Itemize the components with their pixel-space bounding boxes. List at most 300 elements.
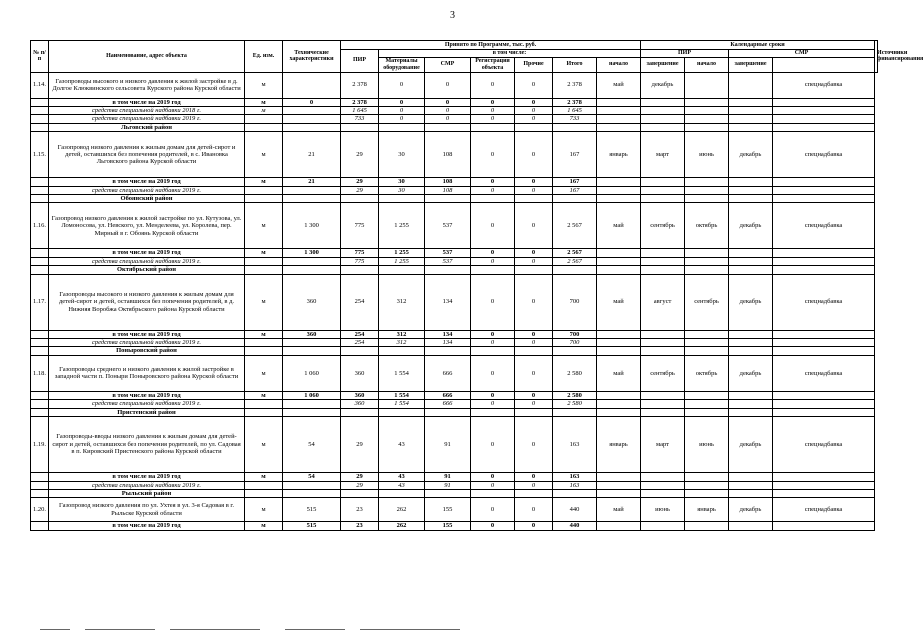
cell-end-pir [641,107,685,115]
cell-end-smr [729,98,773,106]
cell-other: 0 [515,249,553,257]
empty-cell [341,347,379,355]
cell-unit: м [245,417,283,473]
cell-smr: 666 [425,355,471,391]
cell-total: 2 580 [553,400,597,408]
cell-start-smr [685,330,729,338]
cell-registration: 0 [471,186,515,194]
cell-source: спецнадбавка [773,203,875,249]
cell-materials: 1 255 [379,249,425,257]
empty-cell [425,195,471,203]
cell-num [31,195,49,203]
cell-total: 700 [553,274,597,330]
cell-num [31,107,49,115]
cell-tech [283,481,341,489]
year-total-row [31,98,878,106]
empty-cell [515,123,553,131]
empty-cell [515,195,553,203]
empty-cell [729,123,773,131]
cell-end-pir [641,257,685,265]
cell-smr: 666 [425,400,471,408]
cell-source [773,391,875,399]
cell-num [31,339,49,347]
object-row [31,355,878,391]
district-name: Октябрьский район [49,266,245,274]
cell-registration: 0 [471,274,515,330]
cell-materials: 30 [379,178,425,186]
empty-cell [515,408,553,416]
cell-other: 0 [515,330,553,338]
cell-end-pir: март [641,417,685,473]
cell-pir: 254 [341,330,379,338]
cell-num [31,249,49,257]
funding-source-row [31,107,878,115]
cell-registration: 0 [471,391,515,399]
year-total-row [31,473,878,481]
empty-cell [685,347,729,355]
cell-tech [283,257,341,265]
col-source: Источники финансирования [875,41,878,73]
cell-unit: м [245,98,283,106]
cell-tech [283,339,341,347]
cell-unit: м [245,274,283,330]
col-schedule: Календарные сроки [641,41,875,50]
scan-artifact-marks [40,629,460,632]
empty-cell [641,123,685,131]
cell-name: в том числе на 2019 год [49,330,245,338]
empty-cell [425,347,471,355]
cell-source: спецнадбавка [773,132,875,178]
empty-cell [245,123,283,131]
district-row [31,123,878,131]
empty-cell [283,408,341,416]
cell-pir: 254 [341,339,379,347]
cell-pir: 2 378 [341,72,379,98]
col-smr: СМР [425,58,471,73]
table-header [31,41,923,73]
cell-name: средства специальной надбавки 2019 г. [49,186,245,194]
cell-num [31,98,49,106]
object-row [31,72,878,98]
cell-tech: 54 [283,417,341,473]
cell-name: в том числе на 2019 год [49,473,245,481]
cell-tech: 1 060 [283,391,341,399]
cell-unit: м [245,132,283,178]
cell-materials: 0 [379,107,425,115]
cell-total: 700 [553,330,597,338]
cell-end-smr [729,107,773,115]
cell-source: спецнадбавка [773,274,875,330]
cell-registration: 0 [471,400,515,408]
cell-num [31,473,49,481]
object-row [31,417,878,473]
col-other: Прочие [515,58,553,73]
cell-registration: 0 [471,330,515,338]
cell-unit: м [245,522,283,530]
district-name: Пристенский район [49,408,245,416]
funding-source-row [31,339,878,347]
empty-cell [553,123,597,131]
cell-name: Газопроводы-вводы низкого давления к жилым домам для детей-сирот и детей, оставшихся без попечения родителей, по ул. Садовая в п. Кировский Пристенского района Курской области [49,417,245,473]
cell-num [31,522,49,530]
cell-num: 1.14. [31,72,49,98]
cell-registration: 0 [471,355,515,391]
cell-end-pir [641,178,685,186]
empty-cell [341,266,379,274]
col-sched-smr: СМР [729,50,875,58]
cell-name: средства специальной надбавки 2019 г. [49,339,245,347]
cell-materials: 30 [379,132,425,178]
cell-total: 2 378 [553,98,597,106]
cell-other: 0 [515,107,553,115]
cell-start-pir [597,473,641,481]
empty-cell [641,195,685,203]
cell-pir: 29 [341,473,379,481]
cell-end-pir [641,186,685,194]
cell-start-smr: октябрь [685,203,729,249]
col-materials: Материалы оборудование [379,58,425,73]
cell-source [773,178,875,186]
empty-cell [379,195,425,203]
district-row [31,408,878,416]
cell-pir: 775 [341,249,379,257]
empty-cell [341,123,379,131]
cell-other: 0 [515,274,553,330]
cell-unit: м [245,355,283,391]
cell-materials: 1 255 [379,203,425,249]
cell-smr: 537 [425,249,471,257]
cell-total: 167 [553,186,597,194]
empty-cell [729,489,773,497]
cell-tech: 1 300 [283,249,341,257]
cell-tech: 515 [283,498,341,522]
cell-registration: 0 [471,339,515,347]
cell-end-smr: декабрь [729,355,773,391]
cell-other: 0 [515,115,553,123]
cell-tech: 1 300 [283,203,341,249]
funding-source-row [31,115,878,123]
cell-pir: 775 [341,203,379,249]
cell-name: средства специальной надбавки 2018 г. [49,107,245,115]
funding-source-row [31,257,878,265]
cell-pir: 29 [341,178,379,186]
program-table [30,40,923,531]
empty-cell [685,408,729,416]
empty-cell [773,408,875,416]
district-name: Льговский район [49,123,245,131]
empty-cell [553,408,597,416]
cell-unit: м [245,330,283,338]
object-row [31,498,878,522]
cell-name: средства специальной надбавки 2019 г. [49,481,245,489]
cell-end-pir [641,473,685,481]
object-row [31,203,878,249]
cell-total: 163 [553,481,597,489]
cell-num [31,178,49,186]
cell-other: 0 [515,522,553,530]
empty-cell [773,123,875,131]
cell-num: 1.18. [31,355,49,391]
col-start-smr: начало [685,58,729,73]
cell-num [31,391,49,399]
cell-start-pir [597,186,641,194]
district-name: Рыльский район [49,489,245,497]
empty-cell [379,123,425,131]
empty-cell [773,195,875,203]
cell-other: 0 [515,98,553,106]
funding-source-row [31,481,878,489]
empty-cell [553,195,597,203]
cell-materials: 312 [379,330,425,338]
cell-num [31,408,49,416]
cell-end-smr [729,481,773,489]
cell-unit: м [245,178,283,186]
cell-source: спецнадбавка [773,417,875,473]
empty-cell [425,408,471,416]
cell-tech [283,186,341,194]
cell-num: 1.16. [31,203,49,249]
cell-total: 163 [553,473,597,481]
empty-cell [471,489,515,497]
cell-registration: 0 [471,473,515,481]
cell-tech [283,115,341,123]
cell-tech: 1 060 [283,355,341,391]
district-name: Обоянский район [49,195,245,203]
cell-end-smr: декабрь [729,498,773,522]
cell-tech: 54 [283,473,341,481]
cell-total: 440 [553,498,597,522]
cell-source [773,330,875,338]
cell-other: 0 [515,186,553,194]
cell-start-smr: октябрь [685,355,729,391]
district-row [31,347,878,355]
district-row [31,266,878,274]
empty-cell [471,266,515,274]
cell-tech: 0 [283,98,341,106]
cell-smr: 537 [425,203,471,249]
cell-total: 167 [553,132,597,178]
table-body [31,72,878,530]
cell-smr: 155 [425,498,471,522]
cell-name: средства специальной надбавки 2019 г. [49,257,245,265]
cell-unit: м [245,72,283,98]
cell-materials: 312 [379,274,425,330]
cell-num [31,489,49,497]
cell-registration: 0 [471,115,515,123]
cell-end-pir [641,400,685,408]
cell-source [773,257,875,265]
cell-registration: 0 [471,178,515,186]
cell-smr: 666 [425,391,471,399]
cell-start-smr: июнь [685,132,729,178]
cell-start-smr [685,178,729,186]
cell-start-pir [597,98,641,106]
cell-start-smr: июнь [685,417,729,473]
cell-start-pir: май [597,498,641,522]
cell-unit: м [245,249,283,257]
cell-start-smr [685,98,729,106]
cell-smr: 0 [425,72,471,98]
empty-cell [641,489,685,497]
col-accepted: Принято по Программе, тыс. руб. [341,41,641,50]
cell-smr: 134 [425,274,471,330]
empty-cell [515,489,553,497]
cell-materials: 262 [379,522,425,530]
empty-cell [729,347,773,355]
cell-registration: 0 [471,257,515,265]
cell-tech [283,400,341,408]
cell-start-pir [597,481,641,489]
cell-num [31,257,49,265]
cell-start-smr [685,400,729,408]
empty-cell [379,489,425,497]
page-number: 3 [450,10,455,21]
cell-other: 0 [515,203,553,249]
cell-end-pir: август [641,274,685,330]
cell-total: 440 [553,522,597,530]
empty-cell [773,266,875,274]
cell-total: 700 [553,339,597,347]
empty-cell [685,195,729,203]
cell-num: 1.17. [31,274,49,330]
cell-name: средства специальной надбавки 2019 г. [49,115,245,123]
cell-smr: 108 [425,178,471,186]
year-total-row [31,522,878,530]
cell-start-pir: май [597,355,641,391]
cell-unit: м [245,391,283,399]
cell-end-smr [729,400,773,408]
cell-other: 0 [515,257,553,265]
cell-start-pir: май [597,274,641,330]
col-total: Итого [553,58,597,73]
district-name: Поныровский район [49,347,245,355]
cell-end-pir: декабрь [641,72,685,98]
cell-name: в том числе на 2019 год [49,249,245,257]
cell-total: 1 645 [553,107,597,115]
cell-other: 0 [515,72,553,98]
col-start-pir: начало [597,58,641,73]
empty-cell [471,195,515,203]
cell-other: 0 [515,400,553,408]
cell-unit: м [245,498,283,522]
year-total-row [31,249,878,257]
cell-total: 163 [553,417,597,473]
cell-smr: 537 [425,257,471,265]
cell-tech [283,107,341,115]
empty-cell [471,123,515,131]
cell-start-pir: январь [597,417,641,473]
cell-materials: 262 [379,498,425,522]
cell-source [773,186,875,194]
empty-cell [341,489,379,497]
cell-name: Газопроводы высокого и низкого давления к жилым домам для детей-сирот и детей, оставшихся без попечения родителей, в д. Нижняя Воробжа Октябрьского района Курской области [49,274,245,330]
cell-num [31,123,49,131]
cell-source [773,473,875,481]
cell-registration: 0 [471,132,515,178]
cell-end-pir [641,391,685,399]
cell-name: Газопровод низкого давления по ул. Ухтея в ул. 3-я Садовая в г. Рыльске Курской области [49,498,245,522]
cell-total: 733 [553,115,597,123]
cell-name: Газопровод низкого давления к жилой застройке по ул. Кутузова, ул. Ломоносова, ул. Невского, ул. Менделеева, ул. Королева, пер. Мирный в г. Обоянь Курской области [49,203,245,249]
cell-name: средства специальной надбавки 2019 г. [49,400,245,408]
cell-start-smr [685,72,729,98]
funding-source-row [31,400,878,408]
empty-cell [597,195,641,203]
cell-other: 0 [515,481,553,489]
cell-num [31,266,49,274]
empty-cell [597,123,641,131]
cell-materials: 312 [379,339,425,347]
cell-smr: 91 [425,417,471,473]
empty-cell [641,408,685,416]
cell-materials: 0 [379,115,425,123]
cell-registration: 0 [471,481,515,489]
cell-end-smr [729,391,773,399]
cell-end-pir [641,249,685,257]
cell-end-smr [729,72,773,98]
cell-start-smr [685,391,729,399]
cell-end-pir [641,339,685,347]
empty-cell [341,408,379,416]
empty-cell [553,489,597,497]
cell-registration: 0 [471,107,515,115]
cell-num: 1.20. [31,498,49,522]
empty-cell [641,266,685,274]
cell-name: в том числе на 2019 год [49,178,245,186]
cell-smr: 0 [425,115,471,123]
empty-cell [515,266,553,274]
cell-registration: 0 [471,72,515,98]
cell-start-pir [597,522,641,530]
cell-start-smr [685,115,729,123]
cell-unit [245,481,283,489]
cell-tech: 360 [283,274,341,330]
cell-end-pir: март [641,132,685,178]
cell-pir: 254 [341,274,379,330]
cell-smr: 155 [425,522,471,530]
empty-cell [245,408,283,416]
cell-end-smr [729,186,773,194]
cell-start-pir [597,257,641,265]
cell-other: 0 [515,355,553,391]
empty-cell [283,123,341,131]
cell-end-pir [641,98,685,106]
cell-registration: 0 [471,203,515,249]
cell-pir: 29 [341,186,379,194]
cell-other: 0 [515,498,553,522]
cell-end-pir: июнь [641,498,685,522]
cell-pir: 23 [341,498,379,522]
cell-name: Газопроводы высокого и низкого давления к жилой застройке в д. Долгое Клюквинского сельсовета Курского района Курской области [49,72,245,98]
cell-source: спецнадбавка [773,355,875,391]
cell-start-pir: январь [597,132,641,178]
cell-pir: 360 [341,355,379,391]
cell-end-smr [729,522,773,530]
empty-cell [641,347,685,355]
cell-tech: 515 [283,522,341,530]
cell-registration: 0 [471,98,515,106]
cell-num: 1.15. [31,132,49,178]
empty-cell [597,489,641,497]
cell-tech: 21 [283,178,341,186]
empty-cell [553,347,597,355]
empty-cell [471,347,515,355]
cell-start-smr [685,522,729,530]
cell-source: спецнадбавка [773,498,875,522]
cell-unit [245,186,283,194]
cell-total: 167 [553,178,597,186]
cell-start-pir: май [597,72,641,98]
